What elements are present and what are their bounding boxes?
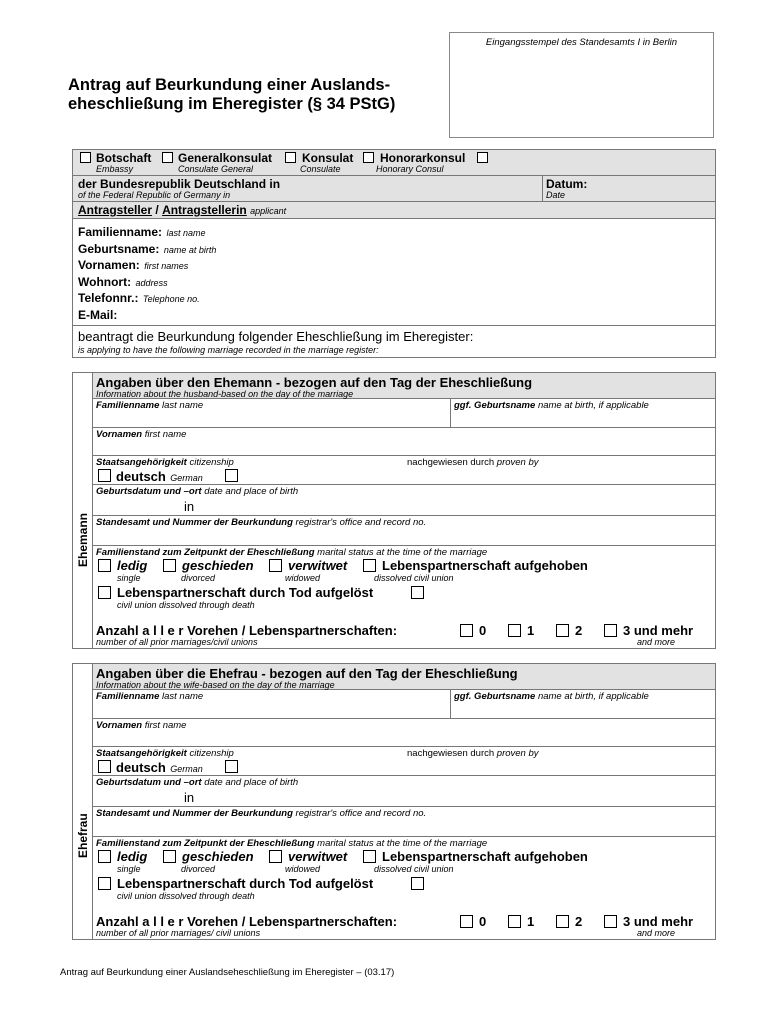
wife-count-0-checkbox[interactable] xyxy=(460,915,473,928)
wife-tod-label: Lebenspartnerschaft durch Tod aufgelöst xyxy=(117,876,374,891)
option-botschaft: Botschaft xyxy=(96,151,152,165)
wife-birth-in: in xyxy=(184,790,195,805)
option-konsulat: Konsulat xyxy=(302,151,354,165)
husband-verwitwet-label: verwitwet xyxy=(288,558,348,573)
wife-german-extra-checkbox[interactable] xyxy=(225,760,238,773)
husband-count-0-label: 0 xyxy=(479,623,487,638)
applicant-fields xyxy=(78,223,216,322)
wife-count-1-label: 1 xyxy=(527,914,535,929)
husband-aufgehoben-checkbox[interactable] xyxy=(363,559,376,572)
wife-count-3-label: 3 und mehr xyxy=(623,914,694,929)
wife-side-label: Ehefrau xyxy=(76,813,90,858)
husband-count-3-checkbox[interactable] xyxy=(604,624,617,637)
field-geburtsname[interactable]: Geburtsname: name at birth xyxy=(78,241,217,256)
husband-german-label: deutsch German xyxy=(116,469,203,484)
wife-familienname-field[interactable]: Familienname last name xyxy=(96,691,204,702)
wife-geschieden-label: geschieden xyxy=(182,849,254,864)
husband-geschieden-checkbox[interactable] xyxy=(163,559,176,572)
page-footer: Antrag auf Beurkundung einer Auslandseheschließung im Eheregister – (03.17) xyxy=(60,967,395,978)
wife-geschieden-checkbox[interactable] xyxy=(163,850,176,863)
wife-count-2-checkbox[interactable] xyxy=(556,915,569,928)
wife-marital-label: Familienstand zum Zeitpunkt der Eheschließung marital status at the time of the marriage xyxy=(96,838,488,849)
title-line-1: Antrag auf Beurkundung einer Auslands- xyxy=(68,76,391,94)
wife-tod-extra-checkbox[interactable] xyxy=(411,877,424,890)
husband-geburtsname-field[interactable]: ggf. Geburtsname name at birth, if applicable xyxy=(454,400,649,411)
wife-aufgehoben-checkbox[interactable] xyxy=(363,850,376,863)
husband-count-label: Anzahl a l l e r Vorehen / Lebenspartnerschaften: xyxy=(96,623,398,638)
field-wohnort[interactable]: Wohnort: address xyxy=(78,274,168,289)
field-vornamen[interactable]: Vornamen: first names xyxy=(78,258,189,272)
husband-verwitwet-checkbox[interactable] xyxy=(269,559,282,572)
date-label: Datum: xyxy=(546,177,588,191)
applicant-heading: Antragsteller / Antragstellerin applicant xyxy=(78,203,287,217)
husband-marital-label: Familienstand zum Zeitpunkt der Eheschließung marital status at the time of the marriage xyxy=(96,547,488,558)
wife-aufgehoben-label: Lebenspartnerschaft aufgehoben xyxy=(382,849,588,864)
husband-side-label: Ehemann xyxy=(76,512,90,567)
husband-citizenship-label: Staatsangehörigkeit citizenship xyxy=(96,457,234,468)
husband-familienname-field[interactable]: Familienname last name xyxy=(96,400,204,411)
title-line-2: eheschließung im Eheregister (§ 34 PStG) xyxy=(68,95,396,113)
option-generalkonsulat: Generalkonsulat xyxy=(178,151,273,165)
wife-count-1-checkbox[interactable] xyxy=(508,915,521,928)
husband-count-1-checkbox[interactable] xyxy=(508,624,521,637)
checkbox-honorarkonsul[interactable] xyxy=(363,152,374,163)
wife-ledig-label: ledig xyxy=(117,849,148,864)
wife-count-2-label: 2 xyxy=(575,914,583,929)
checkbox-other[interactable] xyxy=(477,152,488,163)
receipt-stamp-box xyxy=(449,32,714,138)
checkbox-konsulat[interactable] xyxy=(285,152,296,163)
wife-citizenship-label: Staatsangehörigkeit citizenship xyxy=(96,748,234,759)
republic-label: der Bundesrepublik Deutschland in xyxy=(78,177,281,191)
husband-aufgehoben-label: Lebenspartnerschaft aufgehoben xyxy=(382,558,588,573)
husband-count-2-checkbox[interactable] xyxy=(556,624,569,637)
husband-count-0-checkbox[interactable] xyxy=(460,624,473,637)
wife-verwitwet-label: verwitwet xyxy=(288,849,348,864)
husband-birth-field[interactable]: Geburtsdatum und –ort date and place of birth xyxy=(96,486,299,497)
husband-count-1-label: 1 xyxy=(527,623,535,638)
field-email[interactable]: E-Mail: xyxy=(78,307,118,322)
husband-tod-extra-checkbox[interactable] xyxy=(411,586,424,599)
stamp-caption: Eingangsstempel des Standesamts I in Berlin xyxy=(485,37,678,48)
wife-vornamen-field[interactable]: Vornamen first name xyxy=(96,720,187,731)
wife-registry-field[interactable]: Standesamt und Nummer der Beurkundung registrar's office and record no. xyxy=(96,808,427,819)
field-telefon[interactable]: Telefonnr.: Telephone no. xyxy=(78,291,200,305)
wife-count-3-checkbox[interactable] xyxy=(604,915,617,928)
husband-count-3-label: 3 und mehr xyxy=(623,623,694,638)
wife-verwitwet-checkbox[interactable] xyxy=(269,850,282,863)
wife-heading: Angaben über die Ehefrau - bezogen auf den Tag der Eheschließung xyxy=(96,666,518,681)
request-text-en: is applying to have the following marriage recorded in the marriage register: xyxy=(78,345,379,355)
field-familienname[interactable]: Familienname: last name xyxy=(78,225,206,239)
wife-geburtsname-field[interactable]: ggf. Geburtsname name at birth, if applicable xyxy=(454,691,649,702)
wife-tod-checkbox[interactable] xyxy=(98,877,111,890)
wife-birth-field[interactable]: Geburtsdatum und –ort date and place of birth xyxy=(96,777,299,788)
husband-german-checkbox[interactable] xyxy=(98,469,111,482)
husband-geschieden-label: geschieden xyxy=(182,558,254,573)
option-honorarkonsul: Honorarkonsul xyxy=(380,151,466,165)
husband-heading: Angaben über den Ehemann - bezogen auf den Tag der Eheschließung xyxy=(96,375,533,390)
husband-birth-in: in xyxy=(184,499,195,514)
husband-german-extra-checkbox[interactable] xyxy=(225,469,238,482)
wife-ledig-checkbox[interactable] xyxy=(98,850,111,863)
husband-registry-field[interactable]: Standesamt und Nummer der Beurkundung registrar's office and record no. xyxy=(96,517,427,528)
request-text: beantragt die Beurkundung folgender Eheschließung im Eheregister: xyxy=(78,329,474,344)
husband-ledig-label: ledig xyxy=(117,558,148,573)
husband-proven-by-label: nachgewiesen durch proven by xyxy=(407,457,539,468)
husband-ledig-checkbox[interactable] xyxy=(98,559,111,572)
page-title xyxy=(68,76,395,114)
wife-german-label: deutsch German xyxy=(116,760,203,775)
husband-count-2-label: 2 xyxy=(575,623,583,638)
wife-proven-by-label: nachgewiesen durch proven by xyxy=(407,748,539,759)
wife-count-0-label: 0 xyxy=(479,914,487,929)
checkbox-generalkonsulat[interactable] xyxy=(162,152,173,163)
husband-tod-label: Lebenspartnerschaft durch Tod aufgelöst xyxy=(117,585,374,600)
husband-tod-checkbox[interactable] xyxy=(98,586,111,599)
husband-vornamen-field[interactable]: Vornamen first name xyxy=(96,429,187,440)
checkbox-botschaft[interactable] xyxy=(80,152,91,163)
wife-german-checkbox[interactable] xyxy=(98,760,111,773)
wife-count-label: Anzahl a l l e r Vorehen / Lebenspartnerschaften: xyxy=(96,914,398,929)
